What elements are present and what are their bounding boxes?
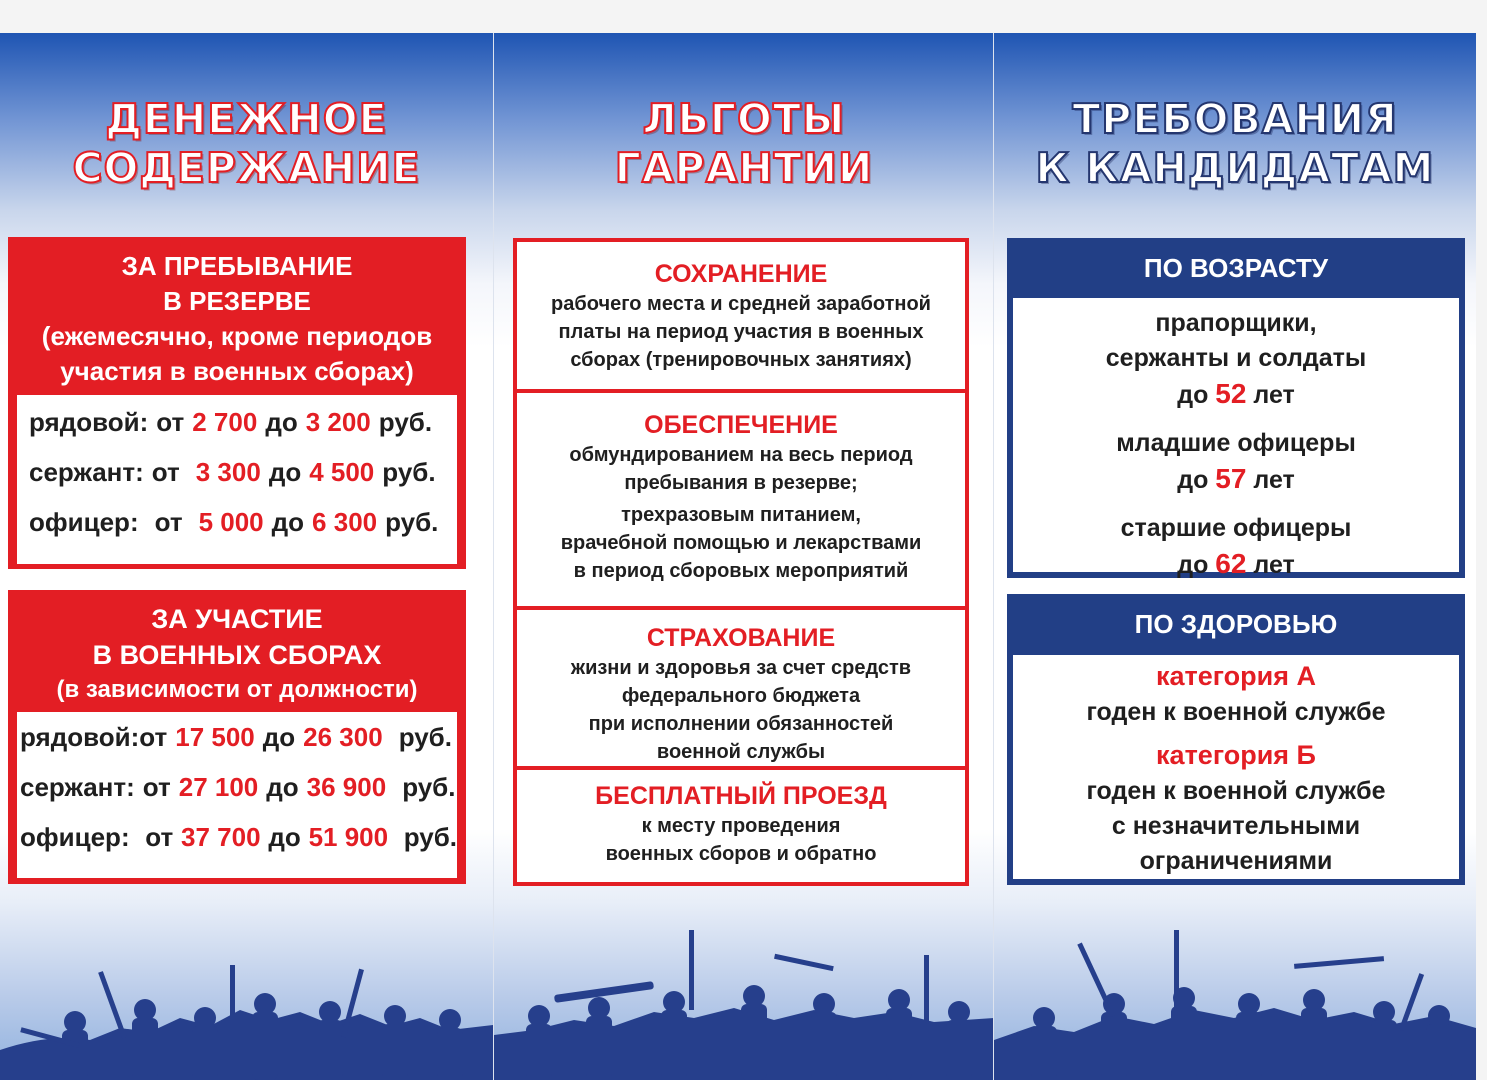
pay-row: [29, 457, 457, 507]
health-requirements-list: [1013, 655, 1459, 879]
benefit-section: [517, 242, 965, 390]
health-category-name: категория Б: [1156, 740, 1316, 770]
benefit-line: в период сборовых мероприятий: [573, 560, 909, 582]
header-line: ЗА УЧАСТИЕ: [151, 604, 323, 634]
age-prefix: до: [1177, 466, 1209, 494]
age-header: ПО ВОЗРАСТУ: [1143, 253, 1329, 283]
rank-label: рядовой:: [29, 407, 149, 437]
currency-unit: руб.: [378, 407, 433, 437]
to-word: до: [262, 722, 296, 752]
pay-to: 51 900: [308, 822, 389, 852]
age-group-line: старшие офицеры: [1120, 514, 1352, 542]
age-prefix: до: [1177, 381, 1209, 409]
to-word: до: [265, 407, 298, 437]
header-line: В РЕЗЕРВЕ: [163, 286, 311, 316]
benefit-line: при исполнении обязанностей: [588, 713, 894, 735]
age-requirements-card: [1007, 238, 1465, 578]
currency-unit: руб.: [403, 822, 458, 852]
soldiers-silhouette: [494, 900, 994, 1080]
benefit-section: [517, 393, 965, 606]
rank-label: рядовой:: [20, 722, 140, 752]
age-limit: [1013, 546, 1459, 583]
pay-row: [20, 822, 457, 872]
benefit-line: платы на период участия в военных: [558, 321, 924, 343]
requirements-title-line: ТРЕБОВАНИЯ: [1072, 95, 1398, 143]
rank-label: сержант:: [20, 772, 135, 802]
header-line: (в зависимости от должности): [56, 676, 418, 703]
header-line: (ежемесячно, кроме периодов: [41, 321, 433, 351]
header-line: участия в военных сборах): [60, 356, 414, 386]
benefit-line: федерального бюджета: [621, 685, 861, 707]
benefit-line: трехразовым питанием,: [621, 504, 861, 526]
pay-from: 5 000: [198, 507, 264, 537]
training-pay-header: [11, 593, 463, 709]
reserve-pay-table: [17, 395, 457, 564]
benefit-line: сборах (тренировочных занятиях): [570, 349, 912, 371]
to-word: до: [266, 772, 299, 802]
requirements-title-line: К КАНДИДАТАМ: [1035, 144, 1435, 192]
from-word: от: [139, 722, 168, 752]
soldiers-silhouette: [0, 900, 493, 1080]
pay-from: 3 300: [195, 457, 261, 487]
pay-from: 17 500: [175, 722, 255, 752]
age-value: 52: [1215, 378, 1247, 409]
from-word: от: [154, 507, 183, 537]
age-suffix: лет: [1253, 466, 1295, 494]
soldiers-silhouette: [994, 900, 1476, 1080]
pay-from: 37 700: [181, 822, 261, 852]
health-requirements-card: [1007, 594, 1465, 885]
health-category-line: годен к военной службе: [1086, 698, 1386, 726]
pay-from: 27 100: [178, 772, 259, 802]
currency-unit: руб.: [402, 772, 456, 802]
benefits-title-line: ЛЬГОТЫ: [642, 95, 846, 143]
benefit-title: ОБЕСПЕЧЕНИЕ: [644, 411, 838, 439]
health-category-line: годен к военной службе: [1086, 777, 1386, 805]
pay-title: [0, 95, 493, 193]
from-word: от: [142, 772, 171, 802]
age-group-line: младшие офицеры: [1116, 429, 1356, 457]
reserve-pay-header: [11, 240, 463, 385]
benefit-line: врачебной помощью и лекарствами: [560, 532, 922, 554]
rank-label: офицер:: [20, 822, 130, 852]
age-value: 62: [1215, 548, 1247, 579]
currency-unit: руб.: [382, 457, 436, 487]
benefit-title: СТРАХОВАНИЕ: [646, 624, 836, 652]
age-prefix: до: [1177, 551, 1209, 579]
to-word: до: [268, 457, 302, 487]
benefits-card: [513, 238, 969, 886]
to-word: до: [271, 507, 305, 537]
health-category-name: категория А: [1156, 661, 1316, 691]
benefit-line: жизни и здоровья за счет средств: [570, 657, 912, 679]
age-limit: [1013, 376, 1459, 413]
benefit-title: СОХРАНЕНИЕ: [654, 260, 828, 288]
currency-unit: руб.: [398, 722, 452, 752]
requirements-column: [993, 33, 1476, 1080]
header-line: В ВОЕННЫХ СБОРАХ: [92, 640, 382, 670]
pay-column: [0, 33, 493, 1080]
reserve-pay-card: [8, 237, 466, 569]
to-word: до: [268, 822, 301, 852]
health-header: ПО ЗДОРОВЬЮ: [1134, 609, 1338, 639]
from-word: от: [156, 407, 185, 437]
pay-title-line: ДЕНЕЖНОЕ: [105, 95, 388, 143]
benefit-section: [517, 610, 965, 768]
from-word: от: [151, 457, 180, 487]
pay-to: 4 500: [309, 457, 375, 487]
rank-label: сержант:: [29, 457, 144, 487]
pay-from: 2 700: [192, 407, 258, 437]
benefit-line: к месту проведения: [641, 815, 841, 837]
benefit-line: обмундированием на весь период: [569, 444, 913, 466]
benefit-line: рабочего места и средней заработной: [551, 293, 931, 315]
health-category-line: ограничениями: [1139, 847, 1333, 875]
training-pay-table: [17, 712, 457, 878]
age-value: 57: [1215, 463, 1247, 494]
benefit-line: пребывания в резерве;: [624, 472, 858, 494]
benefits-title-line: ГАРАНТИИ: [614, 144, 874, 192]
benefit-line: военных сборов и обратно: [605, 843, 877, 865]
pay-to: 26 300: [303, 722, 383, 752]
age-requirements-list: [1013, 298, 1459, 579]
age-limit: [1013, 461, 1459, 498]
benefits-column: [493, 33, 994, 1080]
pay-to: 6 300: [312, 507, 378, 537]
age-suffix: лет: [1253, 381, 1295, 409]
benefit-line: военной службы: [656, 741, 826, 763]
header-line: ЗА ПРЕБЫВАНИЕ: [121, 251, 353, 281]
pay-row: [29, 507, 457, 557]
pay-row: [29, 407, 457, 457]
age-group-line: прапорщики,: [1155, 309, 1317, 337]
benefit-title: БЕСПЛАТНЫЙ ПРОЕЗД: [595, 782, 887, 810]
currency-unit: руб.: [385, 507, 439, 537]
from-word: от: [145, 822, 174, 852]
rank-label: офицер:: [29, 507, 139, 537]
pay-to: 36 900: [306, 772, 387, 802]
benefits-title: [494, 95, 994, 193]
training-pay-card: [8, 590, 466, 884]
age-group-line: сержанты и солдаты: [1105, 344, 1367, 372]
age-suffix: лет: [1253, 551, 1295, 579]
benefit-section: [517, 770, 965, 882]
pay-row: [20, 772, 457, 822]
health-category-line: с незначительными: [1111, 812, 1361, 840]
pay-title-line: СОДЕРЖАНИЕ: [72, 144, 421, 192]
pay-row: [20, 722, 457, 772]
pay-to: 3 200: [305, 407, 371, 437]
requirements-title: [994, 95, 1476, 193]
